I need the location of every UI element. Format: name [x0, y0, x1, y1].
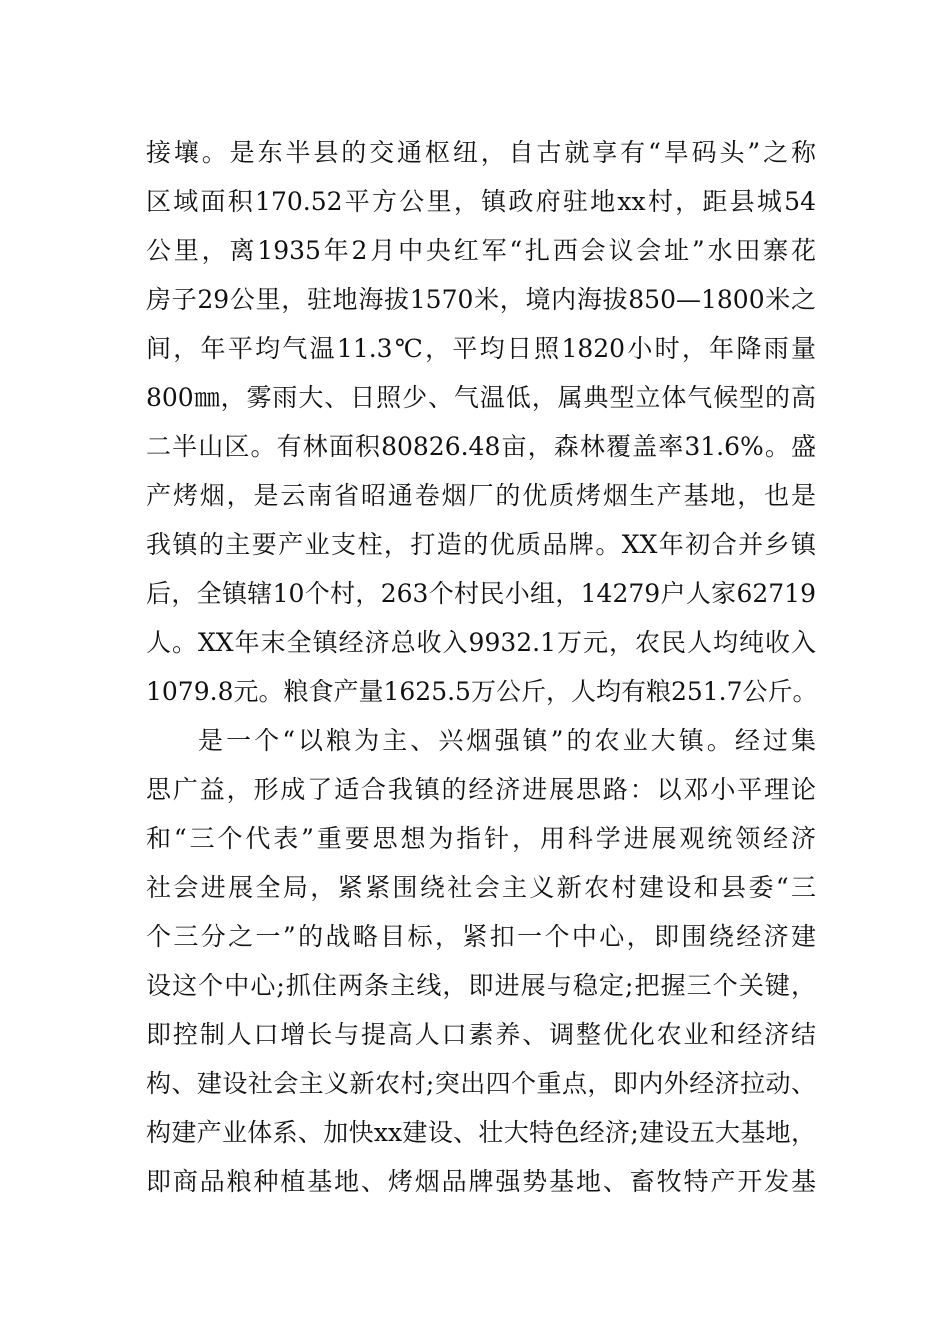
text-line: 即控制人口增长与提高人口素养、调整优化农业和经济结: [146, 1020, 816, 1049]
body-text: [146, 128, 816, 1206]
text-line: 房子29公里，驻地海拔1570米，境内海拔850—1800米之: [146, 285, 816, 314]
text-line: 二半山区。有林面积80826.48亩，森林覆盖率31.6%。盛: [146, 432, 816, 461]
text-line: 社会进展全局，紧紧围绕社会主义新农村建设和县委“三: [146, 873, 816, 902]
paragraph-first-line: 是一个“以粮为主、兴烟强镇”的农业大镇。经过集: [198, 726, 816, 755]
text-line: 设这个中心;抓住两条主线，即进展与稳定;把握三个关键，: [146, 971, 816, 1000]
text-line: 思广益，形成了适合我镇的经济进展思路：以邓小平理论: [146, 775, 816, 804]
text-line: 人。XX年末全镇经济总收入9932.1万元，农民人均纯收入: [146, 628, 816, 657]
text-line: 即商品粮种植基地、烤烟品牌强势基地、畜牧特产开发基: [146, 1167, 816, 1196]
text-line: 构、建设社会主义新农村;突出四个重点，即内外经济拉动、: [146, 1069, 816, 1098]
text-line: 产烤烟，是云南省昭通卷烟厂的优质烤烟生产基地，也是: [146, 481, 816, 510]
text-line: 1079.8元。粮食产量1625.5万公斤，人均有粮251.7公斤。: [146, 677, 818, 706]
text-line: 个三分之一”的战略目标，紧扣一个中心，即围绕经济建: [146, 922, 816, 951]
text-line: 区域面积170.52平方公里，镇政府驻地xx村，距县城54: [146, 187, 816, 216]
text-line: 后，全镇辖10个村，263个村民小组，14279户人家62719: [146, 579, 816, 608]
text-line: 和“三个代表”重要思想为指针，用科学进展观统领经济: [146, 824, 816, 853]
text-line: 接壤。是东半县的交通枢纽，自古就享有“旱码头”之称: [146, 138, 816, 167]
text-line: 公里，离1935年2月中央红军“扎西会议会址”水田寨花: [146, 236, 816, 265]
text-line: 构建产业体系、加快xx建设、壮大特色经济;建设五大基地，: [146, 1118, 816, 1147]
text-line: 我镇的主要产业支柱，打造的优质品牌。XX年初合并乡镇: [146, 530, 816, 559]
text-line: 800㎜，雾雨大、日照少、气温低，属典型立体气候型的高: [146, 383, 816, 412]
text-line: 间，年平均气温11.3℃，平均日照1820小时，年降雨量: [146, 334, 816, 363]
